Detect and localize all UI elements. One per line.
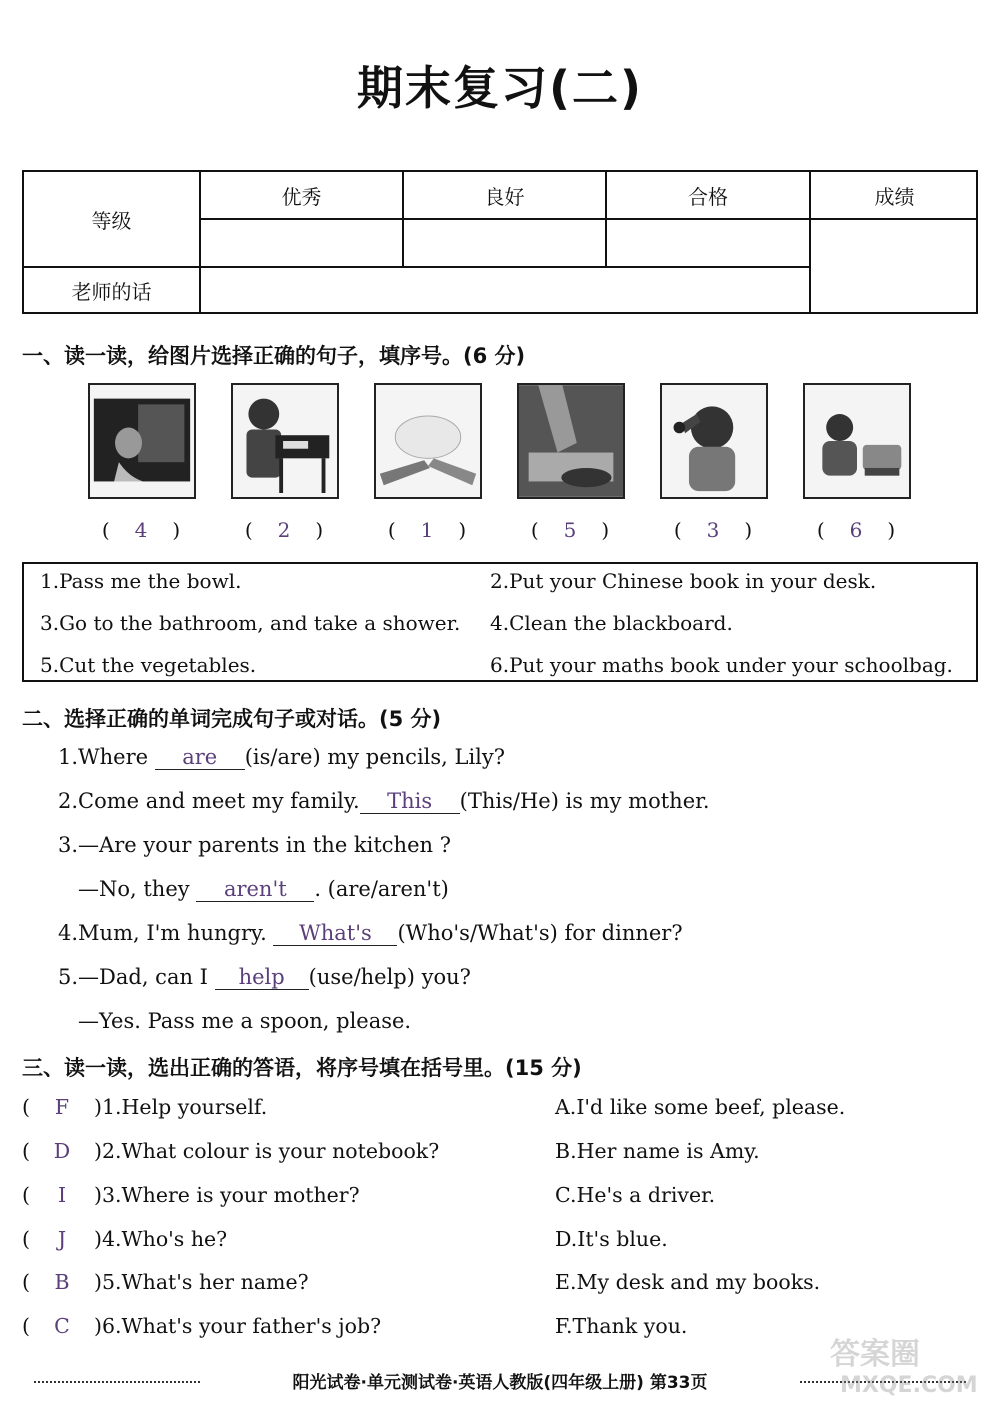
grade-table	[22, 170, 978, 314]
col-score: 成绩	[811, 172, 978, 220]
section1-heading: 一、读一读，给图片选择正确的句子，填序号。(6 分)	[22, 344, 526, 368]
match-question-5[interactable]: ( B )5.What's her name?	[22, 1270, 309, 1294]
sentence-5: 5.Cut the vegetables.	[40, 653, 257, 677]
match-option-d: D.It's blue.	[555, 1227, 668, 1251]
picture-clean-blackboard	[88, 383, 196, 499]
match-question-3[interactable]: ( I )3.Where is your mother?	[22, 1183, 360, 1207]
section3-heading: 三、读一读，选出正确的答语，将序号填在括号里。(15 分)	[22, 1056, 582, 1080]
page-title: 期末复习(二)	[356, 61, 644, 115]
picture-answer-1[interactable]: ( 4 )	[101, 518, 183, 542]
picture-answer-2[interactable]: ( 2 )	[244, 518, 326, 542]
svg-text:答案圈: 答案圈	[830, 1337, 920, 1372]
fill-item-5: 5.—Dad, can I help (use/help) you?	[58, 965, 471, 989]
picture-answer-6[interactable]: ( 6 )	[816, 518, 898, 542]
col-good: 良好	[404, 172, 607, 220]
cell-score[interactable]	[811, 220, 978, 312]
teacher-comment[interactable]	[201, 268, 811, 312]
picture-book-under-bag	[803, 383, 911, 499]
sentence-box	[22, 562, 978, 682]
cell-good[interactable]	[404, 220, 607, 268]
sentence-3: 3.Go to the bathroom, and take a shower.	[40, 611, 461, 635]
blank-1[interactable]: are	[155, 745, 245, 770]
cell-excellent[interactable]	[201, 220, 404, 268]
grade-label: 等级	[24, 172, 201, 268]
match-option-b: B.Her name is Amy.	[555, 1139, 760, 1163]
match-option-c: C.He's a driver.	[555, 1183, 716, 1207]
fill-item-5-reply: —Yes. Pass me a spoon, please.	[78, 1009, 412, 1033]
match-option-e: E.My desk and my books.	[555, 1270, 821, 1294]
picture-answer-3[interactable]: ( 1 )	[387, 518, 469, 542]
sentence-6: 6.Put your maths book under your schoolbag.	[490, 653, 953, 677]
blank-2[interactable]: This	[360, 789, 460, 814]
sentence-2: 2.Put your Chinese book in your desk.	[490, 569, 877, 593]
page-footer: 阳光试卷·单元测试卷·英语人教版(四年级上册) 第33页	[292, 1373, 708, 1393]
match-option-a: A.I'd like some beef, please.	[555, 1095, 846, 1119]
sentence-1: 1.Pass me the bowl.	[40, 569, 242, 593]
section2-heading: 二、选择正确的单词完成句子或对话。(5 分)	[22, 707, 442, 731]
picture-answer-5[interactable]: ( 3 )	[673, 518, 755, 542]
cell-pass[interactable]	[607, 220, 811, 268]
picture-answer-4[interactable]: ( 5 )	[530, 518, 612, 542]
match-question-4[interactable]: ( J )4.Who's he?	[22, 1227, 228, 1251]
fill-item-3-question: 3.—Are your parents in the kitchen ?	[58, 833, 451, 857]
match-question-2[interactable]: ( D )2.What colour is your notebook?	[22, 1139, 440, 1163]
teacher-label: 老师的话	[24, 268, 201, 312]
fill-item-4: 4.Mum, I'm hungry. What's (Who's/What's) for dinner?	[58, 921, 683, 945]
fill-item-2: 2.Come and meet my family. This (This/He) is my mother.	[58, 789, 710, 813]
watermark-logo	[820, 1330, 990, 1400]
picture-take-shower	[660, 383, 768, 499]
picture-book-in-desk	[231, 383, 339, 499]
match-question-1[interactable]: ( F )1.Help yourself.	[22, 1095, 268, 1119]
sentence-4: 4.Clean the blackboard.	[490, 611, 733, 635]
svg-text:MXQE.COM: MXQE.COM	[840, 1373, 978, 1398]
picture-pass-bowl	[374, 383, 482, 499]
match-option-f: F.Thank you.	[555, 1314, 688, 1338]
picture-cut-vegetables	[517, 383, 625, 499]
blank-4[interactable]: What's	[273, 921, 397, 946]
match-question-6[interactable]: ( C )6.What's your father's job?	[22, 1314, 382, 1338]
blank-5[interactable]: help	[215, 965, 309, 990]
blank-3[interactable]: aren't	[196, 877, 314, 902]
col-excellent: 优秀	[201, 172, 404, 220]
col-pass: 合格	[607, 172, 811, 220]
fill-item-3-answer: —No, they aren't . (are/aren't)	[78, 877, 449, 901]
fill-item-1: 1.Where are (is/are) my pencils, Lily?	[58, 745, 506, 769]
